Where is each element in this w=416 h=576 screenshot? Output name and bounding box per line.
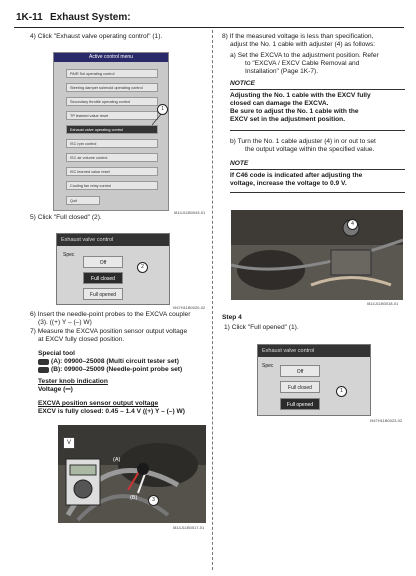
exhaust-valve-control-screenshot — [56, 233, 170, 305]
note-line1: If C46 code is indicated after adjusting the — [230, 172, 363, 179]
menu-item: ISC rpm control — [66, 139, 158, 148]
special-tool-title: Special tool — [38, 350, 76, 357]
notice-rule-bottom — [230, 130, 405, 131]
photo-label-b: (B) — [130, 495, 138, 501]
step-8-line1: 8) If the measured voltage is less than specification, — [222, 33, 374, 40]
step-6-line2: (3). ((+) Y – (–) W) — [38, 319, 92, 326]
figure-number: I814J11B0043-01 — [174, 210, 206, 215]
notice-line1: Adjusting the No. 1 cable with the EXCV fully — [230, 92, 371, 99]
menu-item: PAIR Sol operating control — [66, 69, 158, 78]
callout-1: 1 — [336, 386, 347, 397]
step-7-line1: 7) Measure the EXCVA position sensor output voltage — [30, 328, 188, 335]
photo-label-v: V — [63, 437, 75, 449]
callout-2: 2 — [137, 262, 148, 273]
tester-probe-photo — [58, 425, 206, 523]
spec-header: Exhaust valve control — [258, 345, 370, 357]
menu-item: ISC air volume control — [66, 153, 158, 162]
step-8-line2: adjust the No. 1 cable with adjuster (4) as follows: — [230, 41, 376, 48]
spec-header: Exhaust valve control — [57, 234, 169, 246]
notice-line4: EXCV set in the adjustment position. — [230, 116, 346, 123]
excva-voltage-title: EXCVA position sensor output voltage — [38, 400, 159, 407]
menu-item-quit: Quit — [66, 196, 100, 205]
menu-item-selected: Exhaust valve operating control — [66, 125, 158, 134]
figure-number: I814J11B0018-01 — [367, 301, 399, 306]
photo-illustration — [231, 210, 403, 300]
note-rule-bottom — [230, 192, 405, 193]
tester-knob-title: Tester knob indication — [38, 378, 108, 385]
step-7-line2: at EXCV fully closed position. — [38, 336, 125, 343]
note-title: NOTE — [230, 160, 249, 167]
step-b-line1: b) Turn the No. 1 cable adjuster (4) in or out to set — [230, 138, 376, 145]
option-off: Off — [280, 365, 320, 377]
option-full-closed: Full closed — [280, 381, 320, 393]
cable-adjuster-photo — [231, 210, 403, 300]
step-a-line2: to "EXCVA / EXCV Cable Removal and — [245, 60, 360, 67]
menu-item: TP learned value reset — [66, 111, 158, 120]
note-line2: voltage, increase the voltage to 0.9 V. — [230, 180, 347, 187]
callout-3: 3 — [148, 495, 159, 506]
callout-1: 1 — [157, 104, 168, 115]
tester-knob-value: Voltage (⎓) — [38, 386, 73, 393]
photo-label-a: (A) — [113, 457, 121, 463]
tool-icon — [38, 359, 49, 365]
notice-title: NOTICE — [230, 80, 255, 87]
special-tool-a: (A): 09900–25008 (Multi circuit tester set) — [51, 358, 179, 365]
callout-4: 4 — [347, 219, 358, 230]
step-a-line1: a) Set the EXCVA to the adjustment position. Refer — [230, 52, 379, 59]
spec-label: Spec — [262, 363, 274, 369]
notice-rule — [230, 89, 405, 90]
figure-number: I947H11B0023-02 — [370, 418, 403, 423]
menu-title: Active control menu — [54, 53, 168, 62]
spec-label: Spec — [63, 252, 75, 258]
exhaust-valve-control-screenshot — [257, 344, 371, 416]
figure-number: I947H11B0020-02 — [173, 305, 206, 310]
menu-item: Steering damper solenoid operating control — [66, 83, 158, 92]
section-title: Exhaust System: — [50, 12, 131, 23]
page-number: 1K-11 — [16, 12, 43, 23]
option-full-closed-selected: Full closed — [83, 272, 123, 284]
menu-item: Cooling fan relay control — [66, 181, 158, 190]
menu-item: ISC learned value reset — [66, 167, 158, 176]
option-full-opened: Full opened — [83, 288, 123, 300]
tool-icon — [38, 367, 49, 373]
step-4-title: Step 4 — [222, 314, 242, 321]
step-b-line2: the output voltage within the specified value. — [245, 146, 375, 153]
menu-item: Secondary throttle operating control — [66, 97, 158, 106]
photo-illustration — [58, 425, 206, 523]
option-off: Off — [83, 256, 123, 268]
note-rule — [230, 169, 405, 170]
step-6-line1: 6) Insert the needle-point probes to the EXCVA coupler — [30, 311, 191, 318]
option-full-opened-selected: Full opened — [280, 398, 320, 410]
excva-voltage-value: EXCV is fully closed: 0.45 – 1.4 V ((+) Y – (–) W) — [38, 408, 185, 415]
step-4-1-text: 1) Click "Full opened" (1). — [224, 324, 299, 331]
figure-number: I814J11B0017-01 — [173, 525, 205, 530]
special-tool-b: (B): 09900–25009 (Needle-point probe set) — [51, 366, 183, 373]
step-a-line3: Installation" (Page 1K-7). — [245, 68, 319, 75]
notice-line3: Be sure to adjust the No. 1 cable with the — [230, 108, 359, 115]
step-5-text: 5) Click "Full closed" (2). — [30, 214, 102, 221]
notice-line2: closed can damage the EXCVA. — [230, 100, 329, 107]
step-4-text: 4) Click "Exhaust valve operating control" (1). — [30, 33, 163, 40]
